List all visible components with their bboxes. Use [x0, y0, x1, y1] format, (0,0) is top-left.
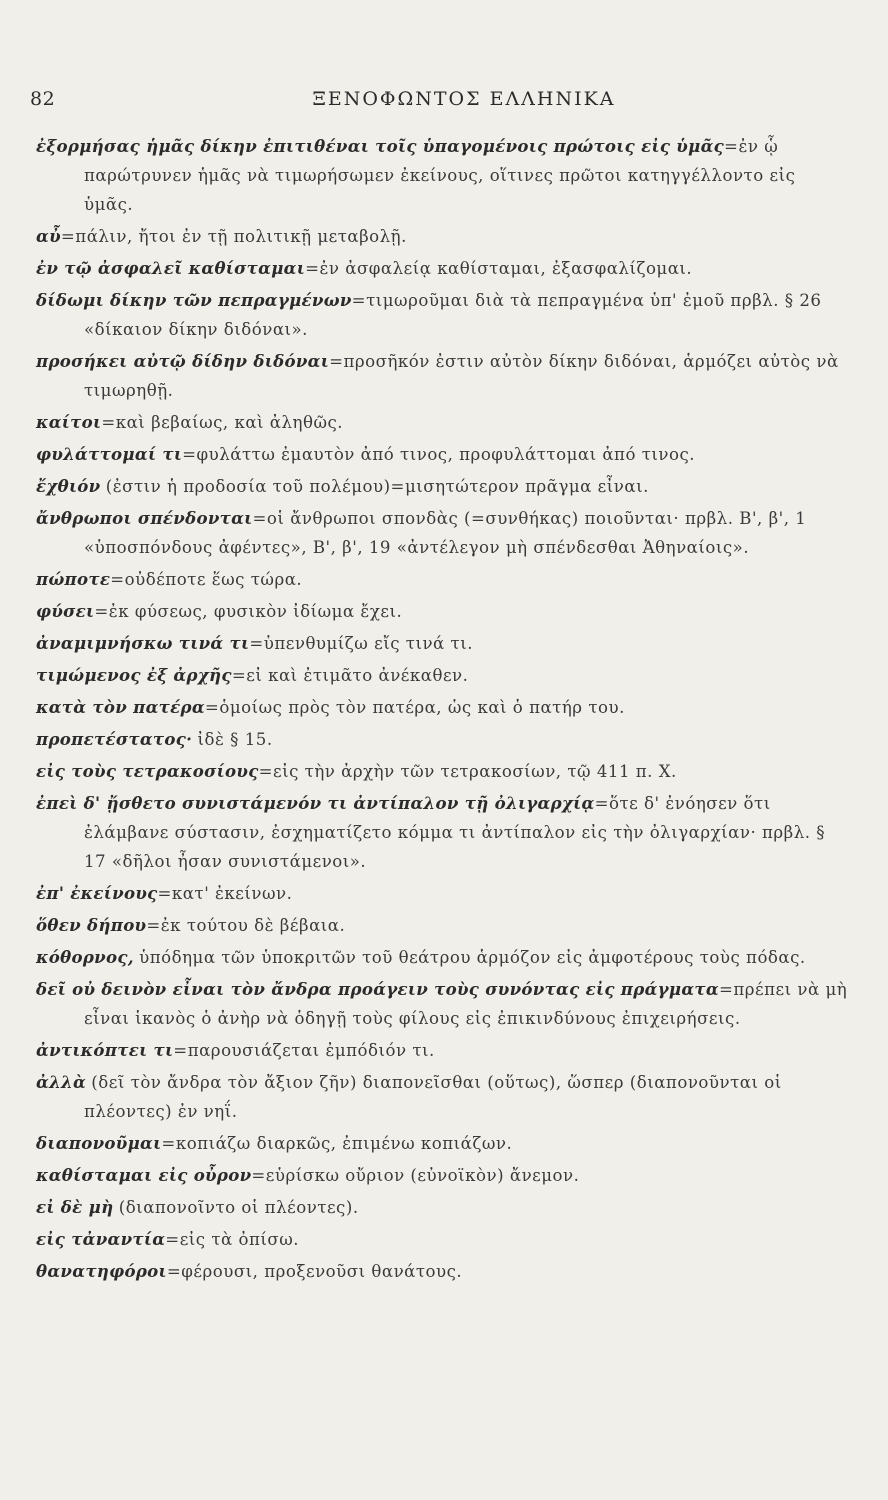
entry-lemma: κόθορνος,: [36, 947, 134, 967]
page-header: [30, 88, 858, 118]
entry-lemma: προσήκει αὐτῷ δίδην διδόναι: [36, 351, 330, 371]
entry-lemma: αὖ: [36, 226, 61, 246]
entry-gloss: =τιμωροῦμαι διὰ τὰ πεπραγμένα ὑπ' ἐμοῦ πρβλ. § 26 «δίκαιον δίκην διδόναι».: [84, 291, 822, 339]
entry-gloss: =πάλιν, ἤτοι ἐν τῇ πολιτικῇ μεταβολῇ.: [60, 227, 407, 246]
glossary-entry: [36, 1225, 848, 1254]
glossary-entry: [36, 693, 848, 722]
glossary-entry: [36, 943, 848, 972]
page-number: 82: [30, 88, 56, 110]
glossary-entry: [36, 286, 848, 344]
entry-gloss: =φέρουσι, προξενοῦσι θανάτους.: [166, 1262, 463, 1281]
entry-gloss: =ἐκ φύσεως, φυσικὸν ἰδίωμα ἔχει.: [94, 602, 403, 621]
glossary-entry: [36, 408, 848, 437]
entry-gloss: =εἰς τὴν ἀρχὴν τῶν τετρακοσίων, τῷ 411 π. Χ.: [258, 762, 677, 781]
glossary-entry: [36, 975, 848, 1033]
entry-gloss: =εἰ καὶ ἐτιμᾶτο ἀνέκαθεν.: [231, 666, 469, 685]
entry-lemma: ἀλλὰ: [36, 1072, 87, 1092]
entry-lemma: ἀναμιμνήσκω τινά τι: [36, 633, 250, 653]
entry-gloss: =οἱ ἄνθρωποι σπονδὰς (=συνθήκας) ποιοῦνται· πρβλ. Β', β', 1 «ὑποσπόνδους ἀφέντες», Β', β', 19 «ἀντέλεγον μὴ σπένδεσθαι Ἀθηναίοις».: [84, 509, 807, 557]
entry-gloss: =ἐν ᾧ παρώτρυνεν ἡμᾶς νὰ τιμωρήσωμεν ἐκείνους, οἵτινες πρῶτοι κατηγγέλλοντο εἰς ὑμᾶς.: [84, 137, 796, 214]
entry-gloss: (ἐστιν ἡ προδοσία τοῦ πολέμου)=μισητώτερον πρᾶγμα εἶναι.: [105, 477, 649, 496]
entry-gloss: =κατ' ἐκείνων.: [157, 884, 293, 903]
entry-lemma: φυλάττομαί τι: [36, 444, 183, 464]
entry-lemma: ἐπ' ἐκείνους: [36, 883, 158, 903]
entry-lemma: ἄνθρωποι σπένδονται: [36, 508, 253, 528]
glossary-entry: [36, 597, 848, 626]
entry-gloss: (δεῖ τὸν ἄνδρα τὸν ἄξιον ζῆν) διαπονεῖσθαι (οὕτως), ὥσπερ (διαπονοῦνται οἱ πλέοντες) ἐν νηΐ.: [84, 1073, 782, 1121]
glossary-entry: [36, 222, 848, 251]
entry-gloss: =εὑρίσκω οὔριον (εὐνοϊκὸν) ἄνεμον.: [251, 1166, 580, 1185]
running-title: ΞΕΝΟΦΩΝΤΟΣ ΕΛΛΗΝΙΚΑ: [312, 88, 616, 110]
glossary-entry: [36, 440, 848, 469]
entry-lemma: φύσει: [36, 601, 95, 621]
entry-gloss: =ὑπενθυμίζω εἴς τινά τι.: [249, 634, 473, 653]
glossary-entry: [36, 1036, 848, 1065]
glossary-entry: [36, 1068, 848, 1126]
entry-lemma: καθίσταμαι εἰς οὖρον: [36, 1165, 252, 1185]
glossary-entry: [36, 254, 848, 283]
entry-lemma: ἐξορμήσας ἡμᾶς δίκην ἐπιτιθέναι τοῖς ὑπαγομένοις πρώτοις εἰς ὑμᾶς: [36, 136, 725, 156]
entry-gloss: =φυλάττω ἐμαυτὸν ἀπό τινος, προφυλάττομαι ἀπό τινος.: [182, 445, 696, 464]
entry-gloss: =ἐκ τούτου δὲ βέβαια.: [146, 916, 346, 935]
glossary-entry: [36, 132, 848, 219]
entry-gloss: =ἐν ἀσφαλείᾳ καθίσταμαι, ἐξασφαλίζομαι.: [305, 259, 693, 278]
glossary-entry: [36, 725, 848, 754]
entry-gloss: =κοπιάζω διαρκῶς, ἐπιμένω κοπιάζων.: [161, 1134, 513, 1153]
glossary-entry: [36, 661, 848, 690]
glossary-entry: [36, 504, 848, 562]
glossary-entry: [36, 565, 848, 594]
entry-gloss: =προσῆκόν ἐστιν αὐτὸν δίκην διδόναι, ἁρμόζει αὐτὸς νὰ τιμωρηθῇ.: [84, 352, 839, 400]
glossary-entry: [36, 1129, 848, 1158]
glossary-entry: [36, 757, 848, 786]
entry-lemma: καίτοι: [36, 412, 102, 432]
entry-lemma: θανατηφόροι: [36, 1261, 167, 1281]
entry-gloss: =εἰς τὰ ὀπίσω.: [165, 1230, 300, 1249]
entry-lemma: ὅθεν δήπου: [36, 915, 147, 935]
glossary-entry: [36, 1193, 848, 1222]
glossary-entry: [36, 1257, 848, 1286]
entry-gloss: =ὁμοίως πρὸς τὸν πατέρα, ὡς καὶ ὁ πατήρ του.: [204, 698, 625, 717]
entry-lemma: εἰ δὲ μὴ: [36, 1197, 114, 1217]
entry-gloss: =ὅτε δ' ἐνόησεν ὅτι ἐλάμβανε σύστασιν, ἐσχηματίζετο κόμμα τι ἀντίπαλον εἰς τὴν ὀλιγαρχίαν· πρβλ. § 17 «δῆλοι ἦσαν συνιστάμενοι».: [84, 794, 826, 871]
entry-lemma: εἰς τἀναντία: [36, 1229, 166, 1249]
glossary-entry: [36, 629, 848, 658]
entry-gloss: =οὐδέποτε ἕως τώρα.: [110, 570, 303, 589]
entry-gloss: (διαπονοῖντο οἱ πλέοντες).: [118, 1198, 359, 1217]
entry-lemma: δεῖ οὐ δεινὸν εἶναι τὸν ἄνδρα προάγειν τοὺς συνόντας εἰς πράγματα: [36, 979, 719, 999]
entry-lemma: προπετέστατος·: [36, 729, 193, 749]
entry-lemma: διαπονοῦμαι: [36, 1133, 162, 1153]
entry-lemma: ἔχθιόν: [36, 476, 101, 496]
entry-gloss: ἰδὲ § 15.: [197, 730, 273, 749]
entry-lemma: δίδωμι δίκην τῶν πεπραγμένων: [36, 290, 352, 310]
glossary-entry: [36, 347, 848, 405]
entry-lemma: ἀντικόπτει τι: [36, 1040, 174, 1060]
entry-gloss: =παρουσιάζεται ἐμπόδιόν τι.: [173, 1041, 435, 1060]
entry-lemma: ἐν τῷ ἀσφαλεῖ καθίσταμαι: [36, 258, 306, 278]
glossary-entry: [36, 879, 848, 908]
glossary-entry: [36, 472, 848, 501]
entry-gloss: =πρέπει νὰ μὴ εἶναι ἱκανὸς ὁ ἀνὴρ νὰ ὁδηγῇ τοὺς φίλους εἰς ἐπικινδύνους ἐπιχειρήσεις.: [84, 980, 848, 1028]
entry-lemma: πώποτε: [36, 569, 111, 589]
entry-lemma: ἐπεὶ δ' ᾔσθετο συνιστάμενόν τι ἀντίπαλον τῇ ὀλιγαρχίᾳ: [36, 793, 595, 813]
entry-gloss: ὑπόδημα τῶν ὑποκριτῶν τοῦ θεάτρου ἁρμόζον εἰς ἀμφοτέρους τοὺς πόδας.: [139, 948, 806, 967]
entry-lemma: τιμώμενος ἐξ ἀρχῆς: [36, 665, 232, 685]
glossary-entry: [36, 911, 848, 940]
entry-gloss: =καὶ βεβαίως, καὶ ἀληθῶς.: [101, 413, 344, 432]
glossary-entry: [36, 1161, 848, 1190]
entry-lemma: εἰς τοὺς τετρακοσίους: [36, 761, 259, 781]
glossary-entry: [36, 789, 848, 876]
entry-lemma: κατὰ τὸν πατέρα: [36, 697, 205, 717]
glossary-body: [36, 132, 848, 1289]
